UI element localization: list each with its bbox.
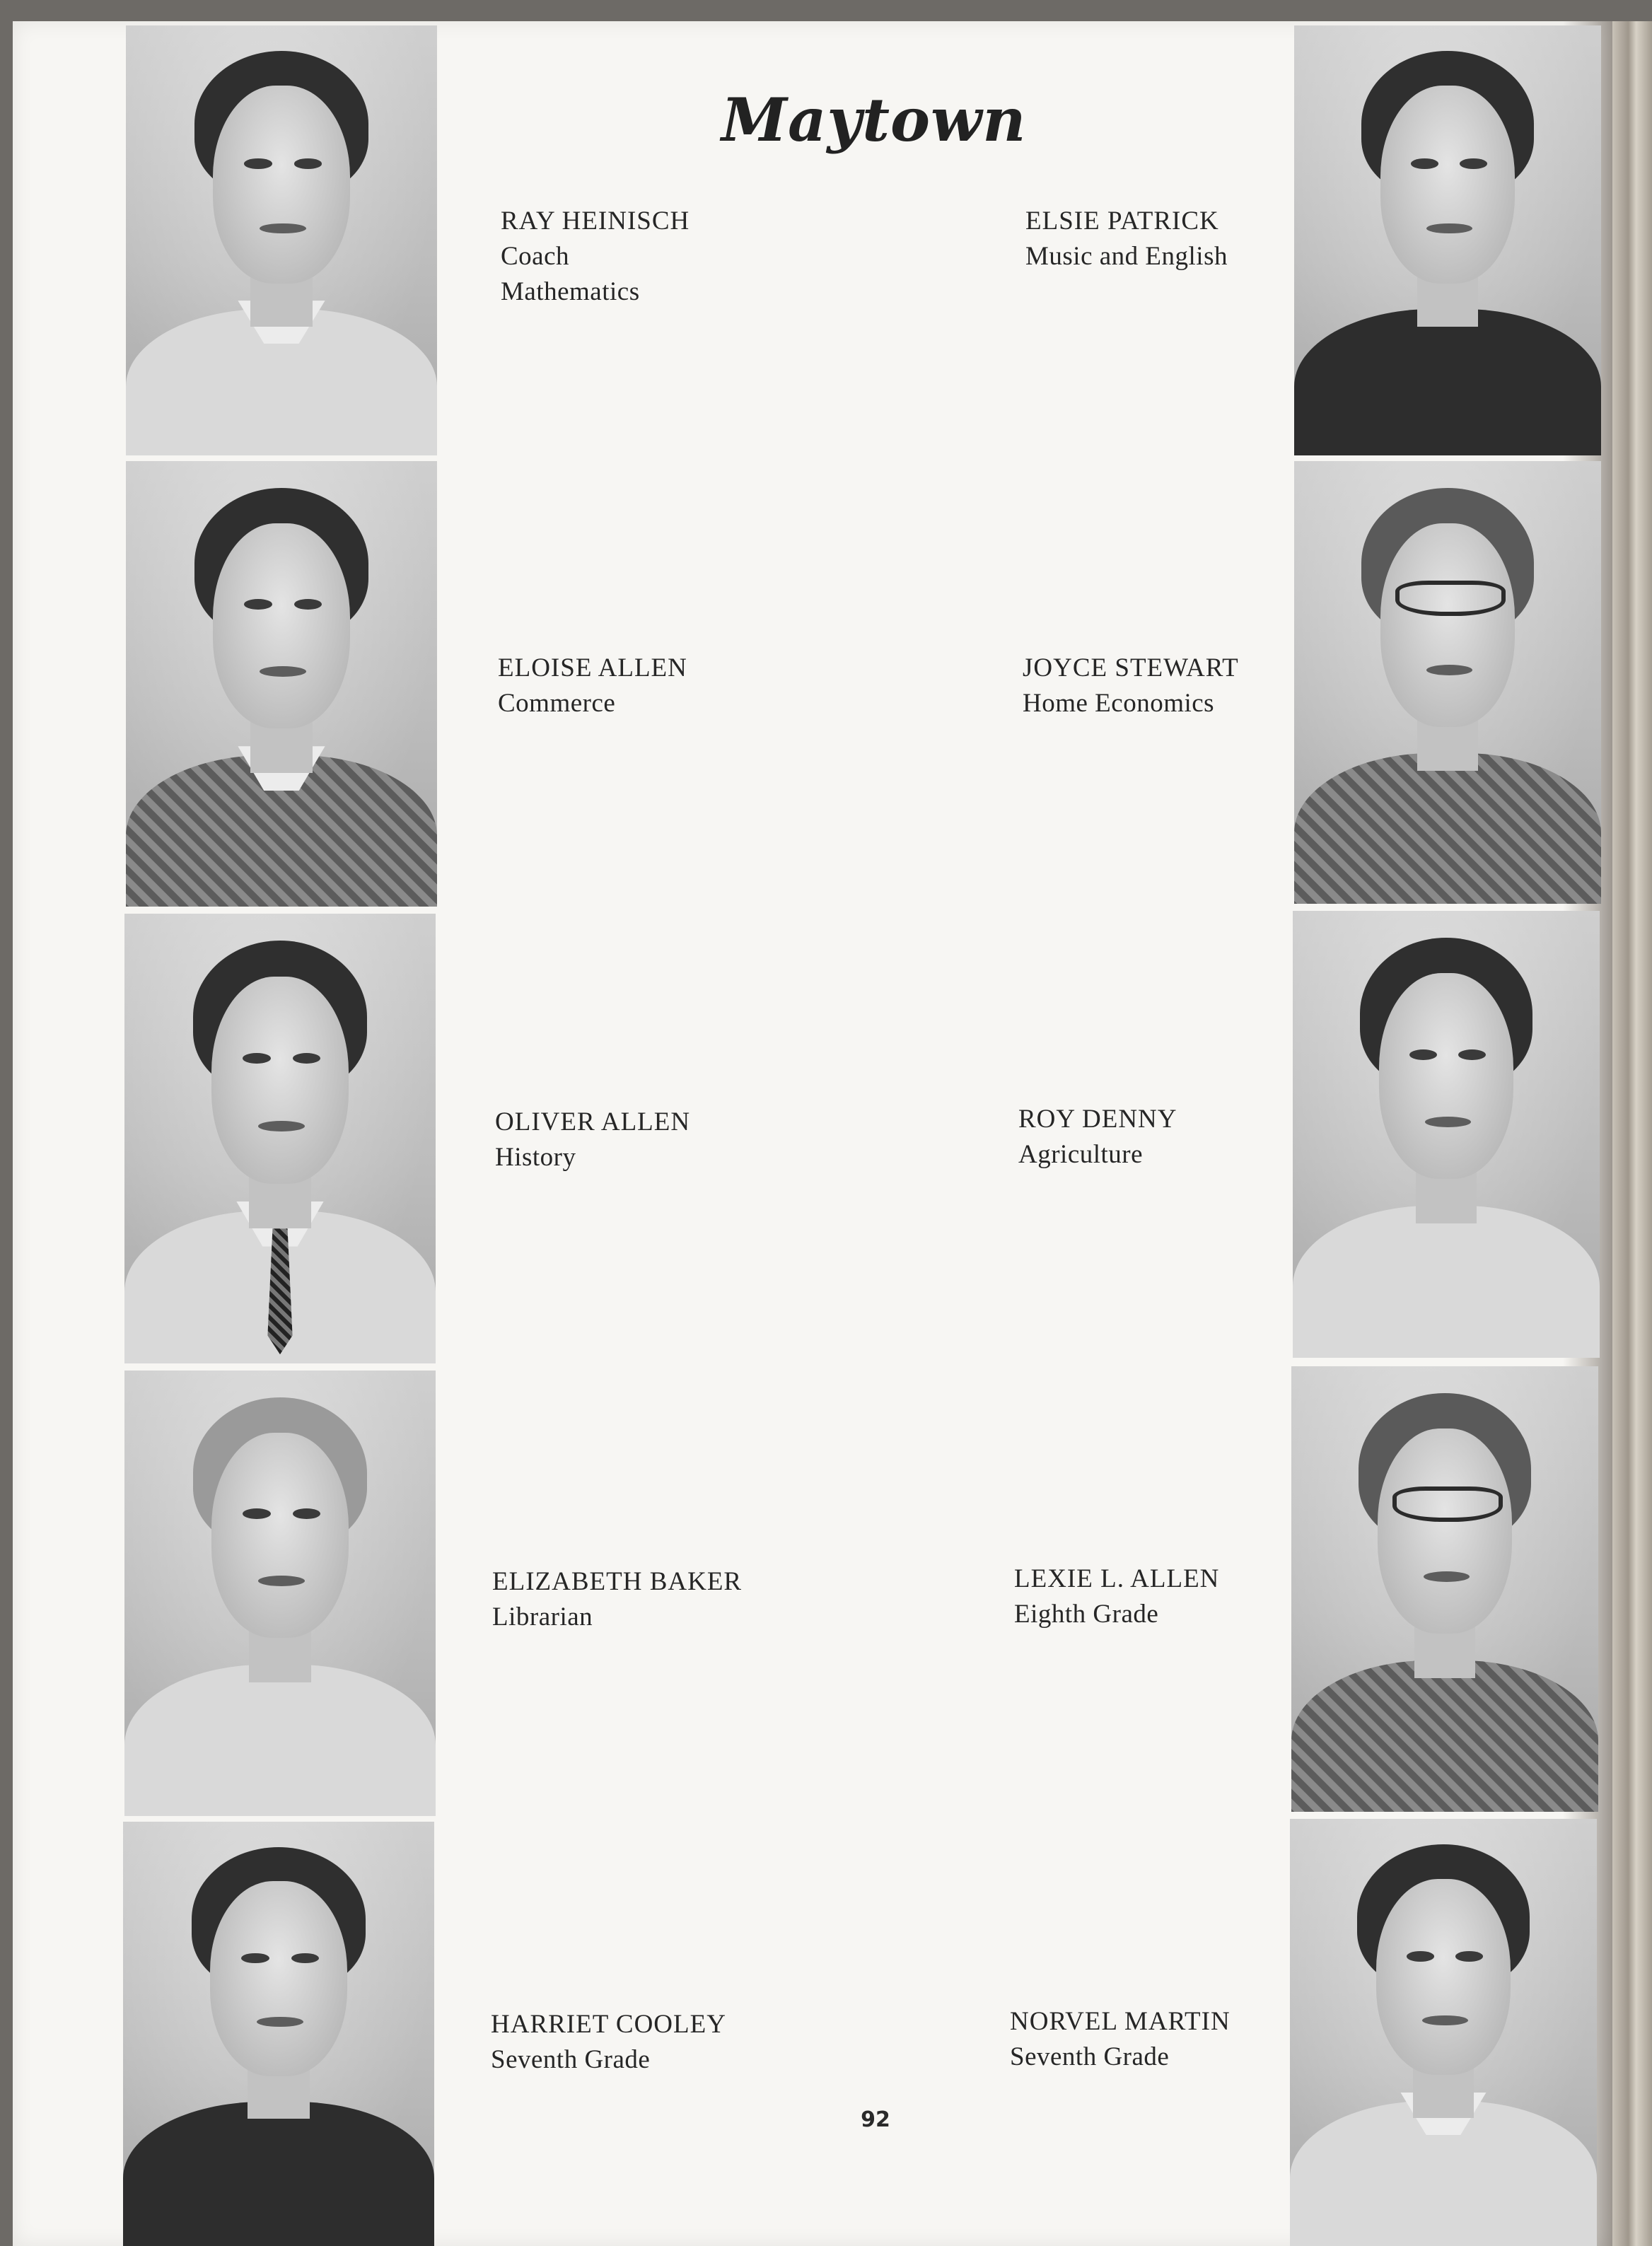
portrait-harriet-cooley xyxy=(123,1822,434,2246)
book-spine-edge xyxy=(1612,21,1652,2246)
staff-role: Agriculture xyxy=(1018,1140,1144,1169)
staff-role: Home Economics xyxy=(1023,689,1215,718)
portrait-lexie-l-allen xyxy=(1291,1366,1598,1812)
staff-role: Music and English xyxy=(1025,242,1228,271)
staff-role: Mathematics xyxy=(501,277,640,306)
staff-role: Eighth Grade xyxy=(1014,1600,1159,1629)
portrait-roy-denny xyxy=(1293,911,1600,1358)
staff-role: Seventh Grade xyxy=(491,2045,651,2074)
staff-name: NORVEL MARTIN xyxy=(1010,2007,1231,2036)
staff-name: JOYCE STEWART xyxy=(1023,653,1239,682)
caption-elsie-patrick xyxy=(1025,204,1228,274)
staff-name: LEXIE L. ALLEN xyxy=(1014,1564,1220,1593)
staff-name: ROY DENNY xyxy=(1018,1105,1177,1134)
portrait-elsie-patrick xyxy=(1294,25,1601,455)
staff-name: ELSIE PATRICK xyxy=(1025,206,1219,235)
caption-joyce-stewart xyxy=(1023,651,1239,721)
portrait-ray-heinisch xyxy=(126,25,437,455)
staff-role: Commerce xyxy=(498,689,616,718)
staff-name: OLIVER ALLEN xyxy=(495,1107,691,1136)
portrait-eloise-allen xyxy=(126,461,437,907)
portrait-elizabeth-baker xyxy=(124,1371,436,1816)
staff-role: Coach xyxy=(501,242,570,271)
page-title: Maytown xyxy=(721,85,1027,155)
portrait-joyce-stewart xyxy=(1294,461,1601,904)
staff-name: RAY HEINISCH xyxy=(501,206,690,235)
caption-oliver-allen xyxy=(495,1105,690,1175)
caption-roy-denny xyxy=(1018,1102,1177,1173)
portrait-norvel-martin xyxy=(1290,1819,1597,2246)
staff-name: ELOISE ALLEN xyxy=(498,653,687,682)
staff-name: HARRIET COOLEY xyxy=(491,2010,726,2039)
staff-role: Librarian xyxy=(492,1602,593,1631)
portrait-oliver-allen xyxy=(124,914,436,1363)
caption-ray-heinisch xyxy=(501,204,690,310)
caption-elizabeth-baker xyxy=(492,1564,742,1635)
staff-name: ELIZABETH BAKER xyxy=(492,1567,743,1596)
staff-role: History xyxy=(495,1143,576,1172)
staff-role: Seventh Grade xyxy=(1010,2042,1170,2071)
caption-eloise-allen xyxy=(498,651,687,721)
caption-norvel-martin xyxy=(1010,2004,1231,2075)
caption-lexie-l-allen xyxy=(1014,1561,1219,1632)
caption-harriet-cooley xyxy=(491,2007,726,2078)
page-number: 92 xyxy=(861,2107,890,2132)
